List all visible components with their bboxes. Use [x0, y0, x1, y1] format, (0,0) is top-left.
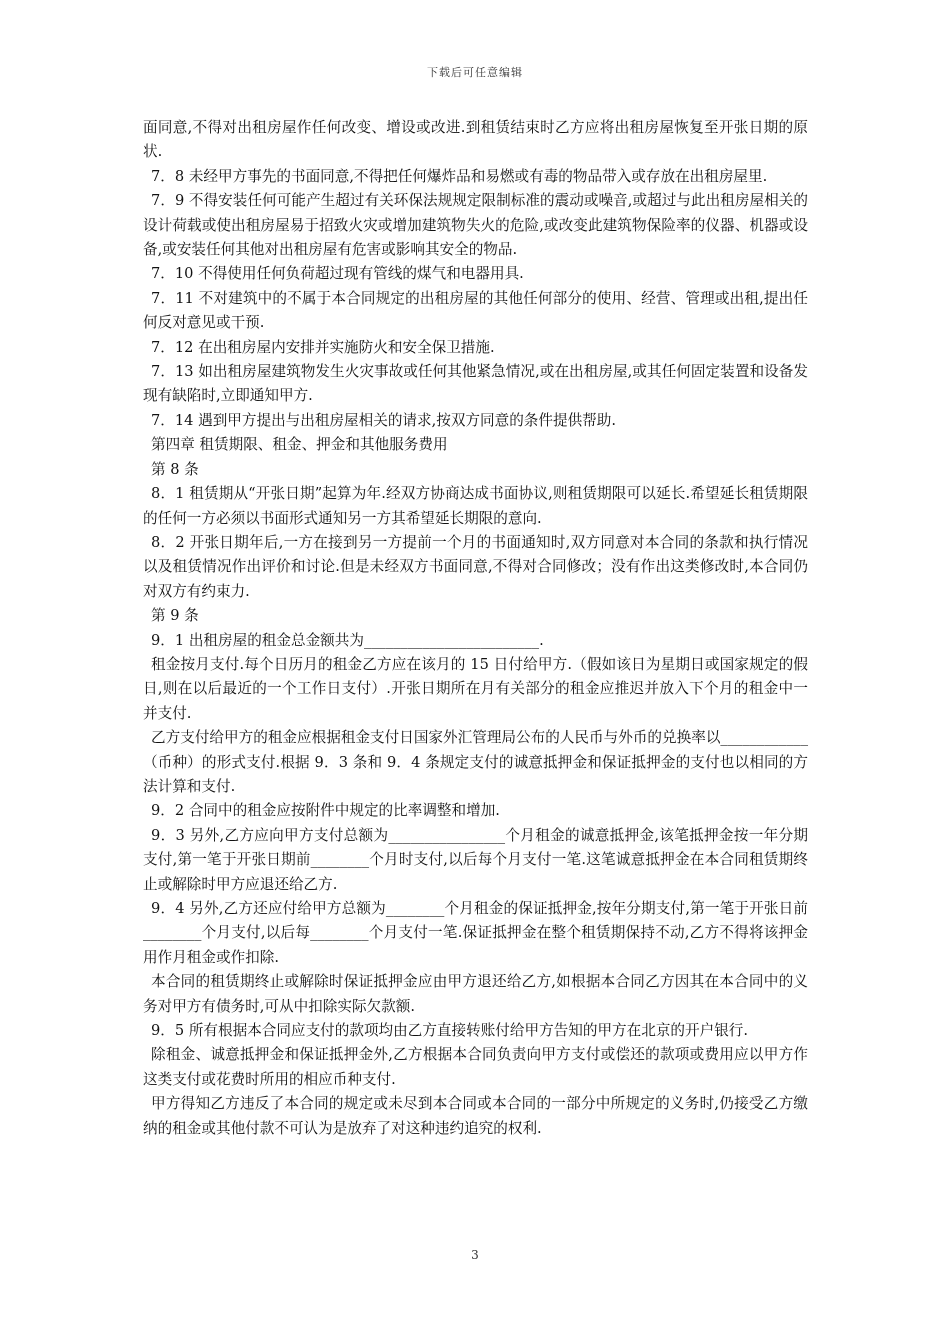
- paragraph: 第四章 租赁期限、租金、押金和其他服务费用: [151, 436, 448, 454]
- paragraph: 7．8 未经甲方事先的书面同意,不得把任何爆炸品和易燃或有毒的物品带入或存放在出租房屋里.: [151, 167, 768, 185]
- paragraph: 第 9 条: [151, 607, 199, 625]
- paragraph: 8．2 开张日期年后,一方在接到另一方提前一个月的书面通知时,双方同意对本合同的条款和执行情况以及租赁情况作出评价和讨论.但是未经双方书面同意,不得对合同修改；没有作出这类修改时,本合同仍对双方有约束力.: [143, 533, 808, 600]
- paragraph: 7．12 在出租房屋内安排并实施防火和安全保卫措施.: [151, 338, 495, 356]
- paragraph: 9．1 出租房屋的租金总金额共为________________________.: [151, 631, 544, 649]
- paragraph: 甲方得知乙方违反了本合同的规定或未尽到本合同或本合同的一部分中所规定的义务时,仍接受乙方缴纳的租金或其他付款不可认为是放弃了对这种违约追究的权利.: [143, 1095, 808, 1137]
- paragraph: 8．1 租赁期从“开张日期”起算为年.经双方协商达成书面协议,则租赁期限可以延长.希望延长租赁期限的任何一方必须以书面形式通知另一方其希望延长期限的意向.: [143, 485, 808, 527]
- page-header: 下载后可任意编辑: [427, 66, 523, 79]
- paragraph: 9．3 另外,乙方应向甲方支付总额为________________个月租金的诚意抵押金,该笔抵押金按一年分期支付,第一笔于开张日期前________个月时支付,以后每个月支付一笔.这笔诚意抵押金在本合同租赁期终止或解除时甲方应退还给乙方.: [143, 826, 808, 893]
- paragraph: 9．4 另外,乙方还应付给甲方总额为________个月租金的保证抵押金,按年分期支付,第一笔于开张日前________个月支付,以后每________个月支付一笔.保证抵押金在整个租赁期保持不动,乙方不得将该押金用作月租金或作扣除.: [143, 900, 808, 966]
- paragraph: 9．2 合同中的租金应按附件中规定的比率调整和增加.: [151, 802, 500, 820]
- paragraph: 本合同的租赁期终止或解除时保证抵押金应由甲方退还给乙方,如根据本合同乙方因其在本合同中的义务对甲方有债务时,可从中扣除实际欠款额.: [143, 973, 808, 1015]
- paragraph: 9．5 所有根据本合同应支付的款项均由乙方直接转账付给甲方告知的甲方在北京的开户银行.: [151, 1022, 749, 1040]
- paragraph: 除租金、诚意抵押金和保证抵押金外,乙方根据本合同负责向甲方支付或偿还的款项或费用应以甲方作这类支付或花费时所用的相应币种支付.: [143, 1046, 808, 1088]
- paragraph: 租金按月支付.每个日历月的租金乙方应在该月的 15 日付给甲方.（假如该日为星期日或国家规定的假日,则在以后最近的一个工作日支付）.开张日期所在月有关部分的租金应推迟并放入下个月的租金中一并支付.: [143, 655, 808, 722]
- paragraph: 7．14 遇到甲方提出与出租房屋相关的请求,按双方同意的条件提供帮助.: [151, 411, 617, 429]
- page-number: 3: [471, 1248, 479, 1262]
- paragraph: 7．11 不对建筑中的不属于本合同规定的出租房屋的其他任何部分的使用、经营、管理或出租,提出任何反对意见或干预.: [143, 289, 808, 332]
- paragraph: 7．9 不得安装任何可能产生超过有关环保法规规定限制标准的震动或噪音,或超过与此出租房屋相关的设计荷载或使出租房屋易于招致火灾或增加建筑物失火的危险,或改变此建筑物保险率的仪器、机器或设备,或安装任何其他对出租房屋有危害或影响其安全的物品.: [143, 192, 808, 259]
- paragraph: 面同意,不得对出租房屋作任何改变、增设或改进.到租赁结束时乙方应将出租房屋恢复至开张日期的原状.: [143, 119, 808, 161]
- paragraph: 7．10 不得使用任何负荷超过现有管线的煤气和电器用具.: [151, 265, 524, 283]
- paragraph: 乙方支付给甲方的租金应根据租金支付日国家外汇管理局公布的人民币与外币的兑换率以____________（币种）的形式支付.根据 9．3 条和 9．4 条规定支付的诚意抵押金和保证抵押金的支付也以相同的方法计算和支付.: [143, 729, 808, 795]
- paragraph: 第 8 条: [151, 460, 199, 478]
- paragraph: 7．13 如出租房屋建筑物发生火灾事故或任何其他紧急情况,或在出租房屋,或其任何固定装置和设备发现有缺陷时,立即通知甲方.: [143, 363, 808, 405]
- document-body: [143, 116, 808, 1141]
